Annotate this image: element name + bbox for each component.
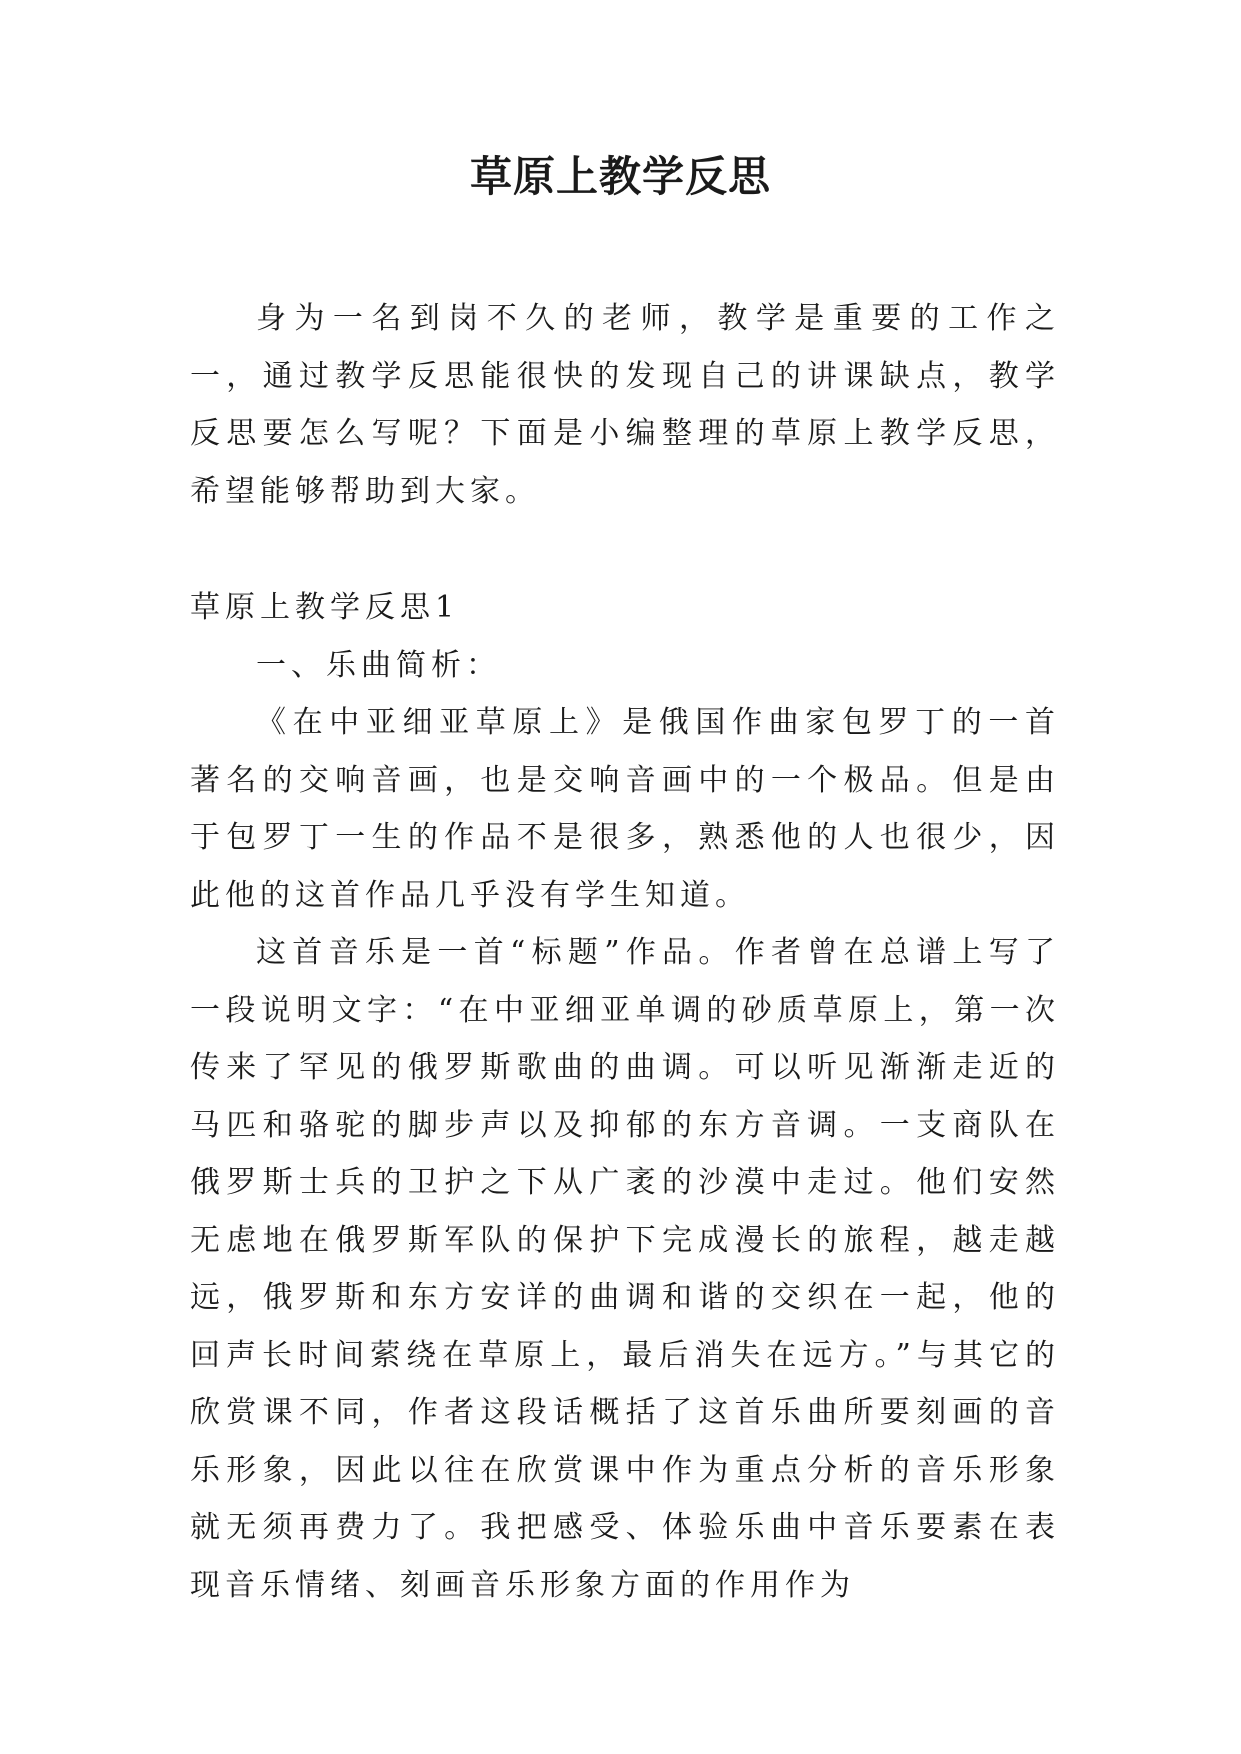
body-paragraph-2: 这首音乐是一首“标题”作品。作者曾在总谱上写了一段说明文字：“在中亚细亚单调的砂质草原上，第一次传来了罕见的俄罗斯歌曲的曲调。可以听见渐渐走近的马匹和骆驼的脚步声以及抑郁的东方音调。一支商队在俄罗斯士兵的卫护之下从广袤的沙漠中走过。他们安然无虑地在俄罗斯军队的保护下完成漫长的旅程，越走越远，俄罗斯和东方安详的曲调和谐的交织在一起，他的回声长时间萦绕在草原上，最后消失在远方。”与其它的欣赏课不同，作者这段话概括了这首乐曲所要刻画的音乐形象，因此以往在欣赏课中作为重点分析的音乐形象就无须再费力了。我把感受、体验乐曲中音乐要素在表现音乐情绪、刻画音乐形象方面的作用作为 [190, 935, 1060, 1603]
section-1 [190, 579, 1060, 1614]
document-title: 草原上教学反思 [469, 152, 771, 201]
subheading: 一、乐曲简析： [256, 647, 501, 683]
intro-paragraph: 身为一名到岗不久的老师，教学是重要的工作之一，通过教学反思能很快的发现自己的讲课缺点，教学反思要怎么写呢？下面是小编整理的草原上教学反思，希望能够帮助到大家。 [190, 301, 1060, 509]
body-paragraph-1: 《在中亚细亚草原上》是俄国作曲家包罗丁的一首著名的交响音画，也是交响音画中的一个极品。但是由于包罗丁一生的作品不是很多，熟悉他的人也很少，因此他的这首作品几乎没有学生知道。 [190, 705, 1060, 913]
section-heading: 草原上教学反思1 [190, 590, 460, 625]
